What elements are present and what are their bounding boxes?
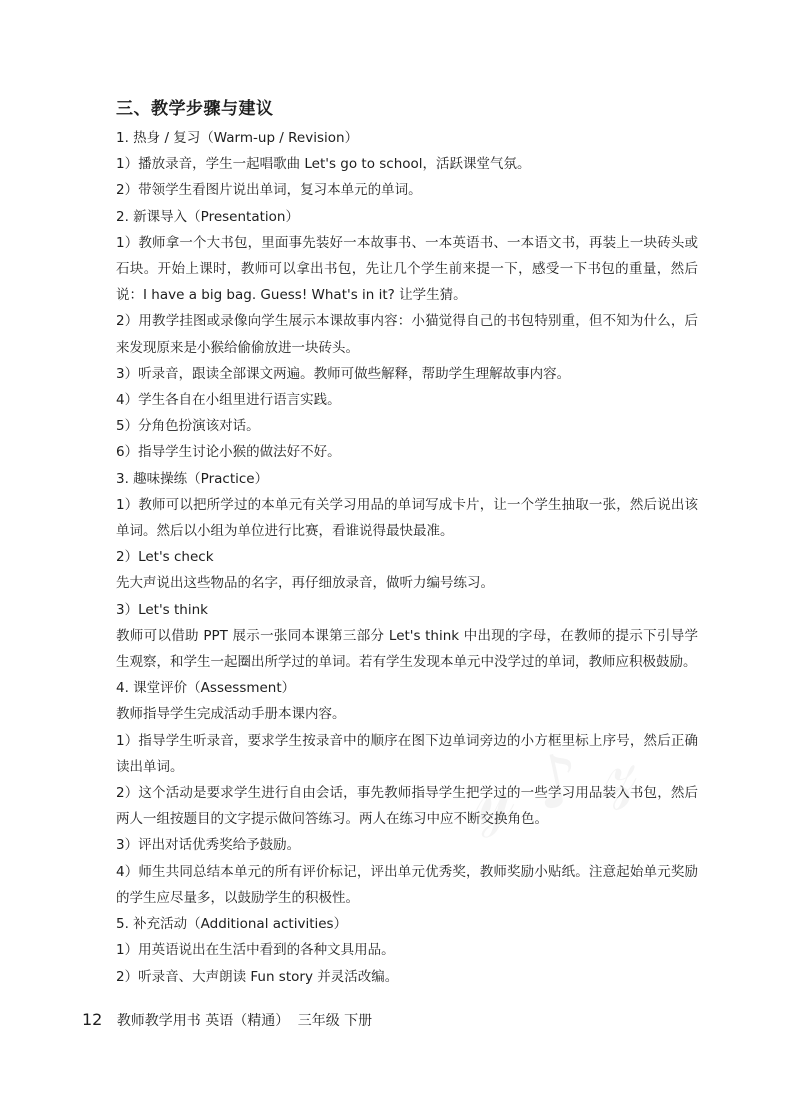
page-number: 12 bbox=[82, 1010, 103, 1029]
presentation-item-1: 1）教师拿一个大书包，里面事先装好一本故事书、一本英语书、一本语文书，再装上一块砖头或石块。开始上课时，教师可以拿出书包，先让几个学生前来提一下，感受一下书包的重量，然后说：I have a big bag. Guess! What's in it? 让学生猜。 bbox=[116, 234, 698, 304]
additional-item-1: 1）用英语说出在生活中看到的各种文具用品。 bbox=[116, 942, 395, 959]
heading-assessment: 4. 课堂评价（Assessment） bbox=[116, 680, 296, 697]
assessment-item-1: 1）指导学生听录音，要求学生按录音中的顺序在图下边单词旁边的小方框里标上序号，然后正确读出单词。 bbox=[116, 732, 698, 775]
presentation-item-6: 6）指导学生讨论小猴的做法好不好。 bbox=[116, 444, 341, 461]
practice-item-2-text: 先大声说出这些物品的名字，再仔细放录音，做听力编号练习。 bbox=[116, 575, 494, 592]
presentation-item-5: 5）分角色扮演该对话。 bbox=[116, 418, 260, 435]
practice-item-3-title: 3）Let's think bbox=[116, 601, 208, 618]
heading-practice: 3. 趣味操练（Practice） bbox=[116, 470, 269, 487]
additional-item-2: 2）听录音、大声朗读 Fun story 并灵活改编。 bbox=[116, 968, 399, 985]
presentation-item-2: 2）用教学挂图或录像向学生展示本课故事内容：小猫觉得自己的书包特别重，但不知为什么，后来发现原来是小猴给偷偷放进一块砖头。 bbox=[116, 313, 698, 356]
presentation-item-4: 4）学生各自在小组里进行语言实践。 bbox=[116, 392, 341, 409]
assessment-item-2: 2）这个活动是要求学生进行自由会话，事先教师指导学生把学过的一些学习用品装入书包，然后两人一组按题目的文字提示做问答练习。两人在练习中应不断交换角色。 bbox=[116, 785, 698, 828]
page-content bbox=[116, 96, 698, 990]
book-title: 教师教学用书 英语（精通） bbox=[116, 1013, 290, 1029]
assessment-item-3: 3）评出对话优秀奖给予鼓励。 bbox=[116, 837, 301, 854]
practice-item-2-title: 2）Let's check bbox=[116, 549, 214, 566]
heading-warmup: 1. 热身 / 复习（Warm-up / Revision） bbox=[116, 130, 359, 146]
grade-label: 三年级 下册 bbox=[297, 1013, 373, 1029]
warmup-item-1: 1）播放录音，学生一起唱歌曲 Let's go to school，活跃课堂气氛。 bbox=[116, 156, 531, 173]
page-footer bbox=[82, 1010, 372, 1031]
assessment-item-4: 4）师生共同总结本单元的所有评价标记，评出单元优秀奖，教师奖励小贴纸。注意起始单元奖励的学生应尽量多，以鼓励学生的积极性。 bbox=[116, 863, 698, 906]
practice-item-3-text: 教师可以借助 PPT 展示一张同本课第三部分 Let's think 中出现的字母，在教师的提示下引导学生观察，和学生一起圈出所学过的单词。若有学生发现本单元中没学过的单词，教师应积极鼓励。 bbox=[116, 627, 698, 671]
presentation-item-3: 3）听录音，跟读全部课文两遍。教师可做些解释，帮助学生理解故事内容。 bbox=[116, 365, 571, 382]
warmup-item-2: 2）带领学生看图片说出单词，复习本单元的单词。 bbox=[116, 182, 422, 199]
heading-presentation: 2. 新课导入（Presentation） bbox=[116, 208, 299, 225]
section-title: 三、教学步骤与建议 bbox=[116, 99, 274, 119]
practice-item-1: 1）教师可以把所学过的本单元有关学习用品的单词写成卡片，让一个学生抽取一张，然后说出该单词。然后以小组为单位进行比赛，看谁说得最快最准。 bbox=[116, 496, 698, 540]
heading-additional: 5. 补充活动（Additional activities） bbox=[116, 916, 348, 933]
assessment-intro: 教师指导学生完成活动手册本课内容。 bbox=[116, 706, 346, 723]
